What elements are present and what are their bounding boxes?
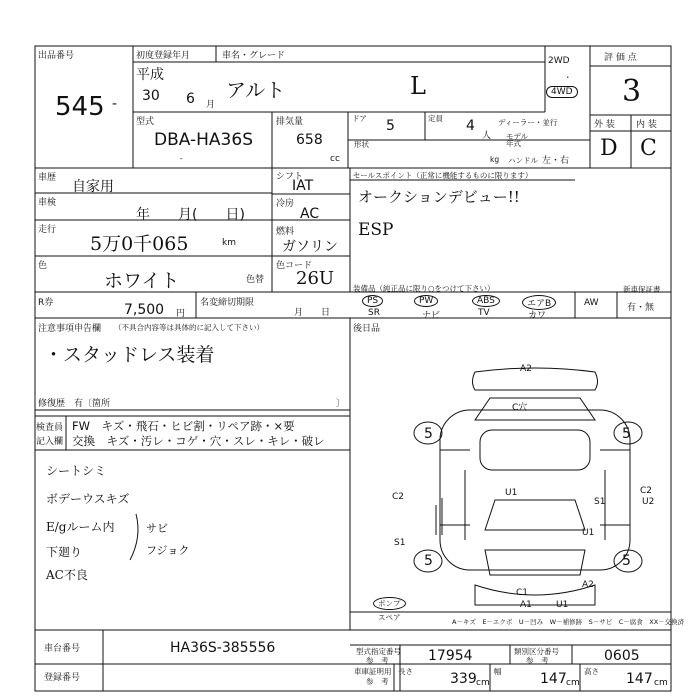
hand-note-side: サビ フジョク (146, 522, 190, 557)
notes-line1: ・スタッドレス装着 (44, 344, 215, 366)
cap-unit: 人 (482, 131, 492, 141)
car-name-label: 車名・グレード (222, 51, 286, 61)
model-year-label: モデル 年式 (506, 132, 529, 148)
length: 339 (450, 671, 477, 687)
lot-number: 545 (55, 92, 105, 122)
shift: IAT (292, 178, 314, 194)
mileage-unit: km (222, 238, 236, 248)
width-unit: cm (566, 678, 580, 688)
model-label: 型式 (136, 117, 155, 127)
fuel-label: 燃料 (276, 227, 295, 237)
kg-label: kg (490, 155, 500, 164)
month-unit: 月 (206, 100, 216, 110)
pump-icon: ポンプ (373, 597, 406, 610)
equip-tv: TV (478, 308, 490, 318)
inspection: 年 月( 日) (136, 207, 245, 223)
shape-label: 形状 (354, 140, 369, 149)
hand-note-2: ボデーウスキズ (46, 492, 130, 506)
reg-no-label: 登録番号 (44, 673, 81, 683)
recycle-label: R券 (38, 298, 54, 308)
tire-fr: 5 (622, 426, 631, 442)
ac-label: 冷房 (276, 199, 295, 209)
dmg-left-front: C2 (392, 492, 405, 502)
color-change-label: 色替 (246, 275, 265, 285)
color-code-label: 色コード (276, 261, 313, 271)
damage-legend: A－キズ E－エクボ U－凹み W－補修跡 S－サビ C－腐食 XX－交換済 (452, 618, 685, 626)
spec: 17954 (428, 648, 473, 664)
displacement: 658 (296, 132, 323, 148)
ext-grade: D (600, 136, 618, 161)
length-unit: cm (476, 678, 490, 688)
selling-line1: オークションデビュー!! (358, 188, 520, 206)
era: 平成 (136, 67, 164, 83)
inspection-label: 車検 (38, 198, 57, 208)
later-label: 後日品 (353, 324, 381, 334)
class-label: 類別区分番号 (514, 647, 559, 656)
notes-sub: （不具合内容等は具体的に記入して下さい） (114, 323, 264, 332)
equip-navi: ナビ (422, 311, 441, 321)
color-label: 色 (38, 261, 48, 271)
dmg-rear-quarter: A2 (582, 580, 594, 590)
cap-label: 定員 (428, 114, 443, 123)
inspector-label1: 検査員 (36, 423, 64, 433)
cert-sub: 参 考 (366, 677, 389, 686)
inspector-row2: 交換 キズ・汚レ・コゲ・穴・スレ・キレ・破レ (72, 434, 325, 448)
fuel: ガソリン (282, 239, 338, 255)
mileage: 5万0千065 (90, 233, 189, 255)
dmg-right-door: S1 (594, 497, 606, 507)
drive-2wd: 2WD (548, 56, 570, 66)
hand-note-1: シートシミ (46, 464, 107, 478)
spec-sub: 参 考 (366, 656, 389, 665)
car-name: アルト (226, 78, 286, 102)
car-damage-diagram (400, 360, 670, 615)
mileage-label: 走行 (38, 225, 57, 235)
ext-label: 外 装 (594, 120, 615, 130)
handle: 左・右 (542, 156, 570, 166)
equip-ps: PS (362, 295, 383, 307)
equip-leather: カワ (528, 311, 547, 321)
equip-abs: ABS (472, 295, 500, 307)
grade: L (410, 72, 426, 100)
dmg-right-front-2: U2 (642, 497, 655, 507)
width-label: 幅 (494, 667, 502, 676)
cert-label: 車庫証明用 (354, 667, 392, 676)
disp-unit: cc (330, 154, 340, 164)
height-label: 高さ (584, 667, 599, 676)
class: 0605 (604, 648, 640, 664)
repair-close: 〕 (336, 399, 346, 409)
dealer-label: ディーラー・並行 (498, 118, 558, 127)
dmg-front-bumper: A2 (520, 364, 532, 374)
dmg-roof: U1 (505, 488, 518, 498)
color: ホワイト (104, 270, 180, 292)
hand-bracket (124, 512, 144, 562)
equip-sr: SR (368, 308, 380, 318)
equip-aw: AW (584, 298, 599, 308)
doors: 5 (386, 118, 395, 134)
name-change: 月 日 (294, 308, 331, 318)
capacity: 4 (466, 118, 475, 134)
selling-label: セールスポイント（正常に機能するものに限ります） (353, 171, 533, 180)
dmg-right-front: C2 (640, 486, 653, 496)
tire-rr: 5 (622, 553, 631, 569)
tire-rl: 5 (424, 553, 433, 569)
hand-note-4: 下廻り (46, 545, 83, 559)
disp-label: 排気量 (276, 117, 304, 127)
warranty: 有・無 (627, 303, 655, 313)
rating: 3 (622, 74, 642, 109)
shift-label: シフト (276, 172, 304, 182)
reg-year: 30 (142, 88, 160, 104)
rating-label: 評 価 点 (604, 53, 637, 63)
color-code: 26U (296, 268, 335, 289)
dmg-rear-bumper: A1 (520, 600, 532, 610)
spare-label: スペア (378, 613, 401, 622)
drive-4wd: 4WD (546, 86, 578, 98)
lot-label: 出品番号 (38, 51, 75, 61)
hand-note-3: E/gルーム内 (46, 520, 115, 534)
lot-dash: - (112, 96, 118, 112)
selling-line2: ESP (358, 220, 394, 240)
class-sub: 参 考 (526, 656, 549, 665)
drive-dot: ・ (564, 73, 572, 82)
handle-label: ハンドル (508, 156, 538, 165)
length-label: 長さ (398, 667, 413, 676)
height-unit: cm (654, 678, 668, 688)
warranty-label: 新車保証書 (623, 285, 661, 294)
first-reg-label: 初度登録年月 (136, 51, 191, 61)
dmg-rear-bumper-2: U1 (556, 600, 569, 610)
equip-pw: PW (414, 295, 438, 307)
tire-fl: 5 (424, 426, 433, 442)
recycle: 7,500 (124, 302, 165, 318)
chassis-label: 車台番号 (44, 644, 81, 654)
spec-label: 型式指定番号 (356, 647, 401, 656)
model-dash: - (180, 154, 183, 163)
chassis: HA36S-385556 (170, 640, 276, 656)
equipment-label: 装備品（純正品に限り○をつけて下さい） (353, 284, 495, 293)
history-label: 車歴 (38, 173, 57, 183)
height: 147 (626, 671, 653, 687)
history: 自家用 (72, 179, 114, 195)
dmg-trunk: C1 (516, 588, 529, 598)
reg-month: 6 (186, 91, 195, 107)
name-change-label: 名変締切期限 (200, 298, 255, 308)
inspector-label2: 記入欄 (36, 437, 64, 447)
int-label: 内 装 (636, 120, 657, 130)
int-grade: C (640, 136, 657, 161)
dmg-right-rear: U1 (582, 528, 595, 538)
recycle-unit: 円 (176, 309, 186, 319)
repair-label: 修復歴 有〔箇所 (38, 399, 111, 409)
equip-airbag: エアB (522, 295, 556, 310)
width: 147 (540, 671, 567, 687)
model: DBA-HA36S (154, 130, 253, 150)
inspector-row1: FW キズ・飛石・ヒビ割・リペア跡・×要 (72, 419, 295, 433)
notes-label: 注意事項申告欄 (38, 324, 102, 334)
door-label: ドア (352, 114, 367, 123)
dmg-hood: C穴 (512, 403, 528, 413)
dmg-left-rear: S1 (394, 538, 406, 548)
ac: AC (300, 206, 320, 222)
hand-note-5: AC不良 (46, 568, 88, 582)
